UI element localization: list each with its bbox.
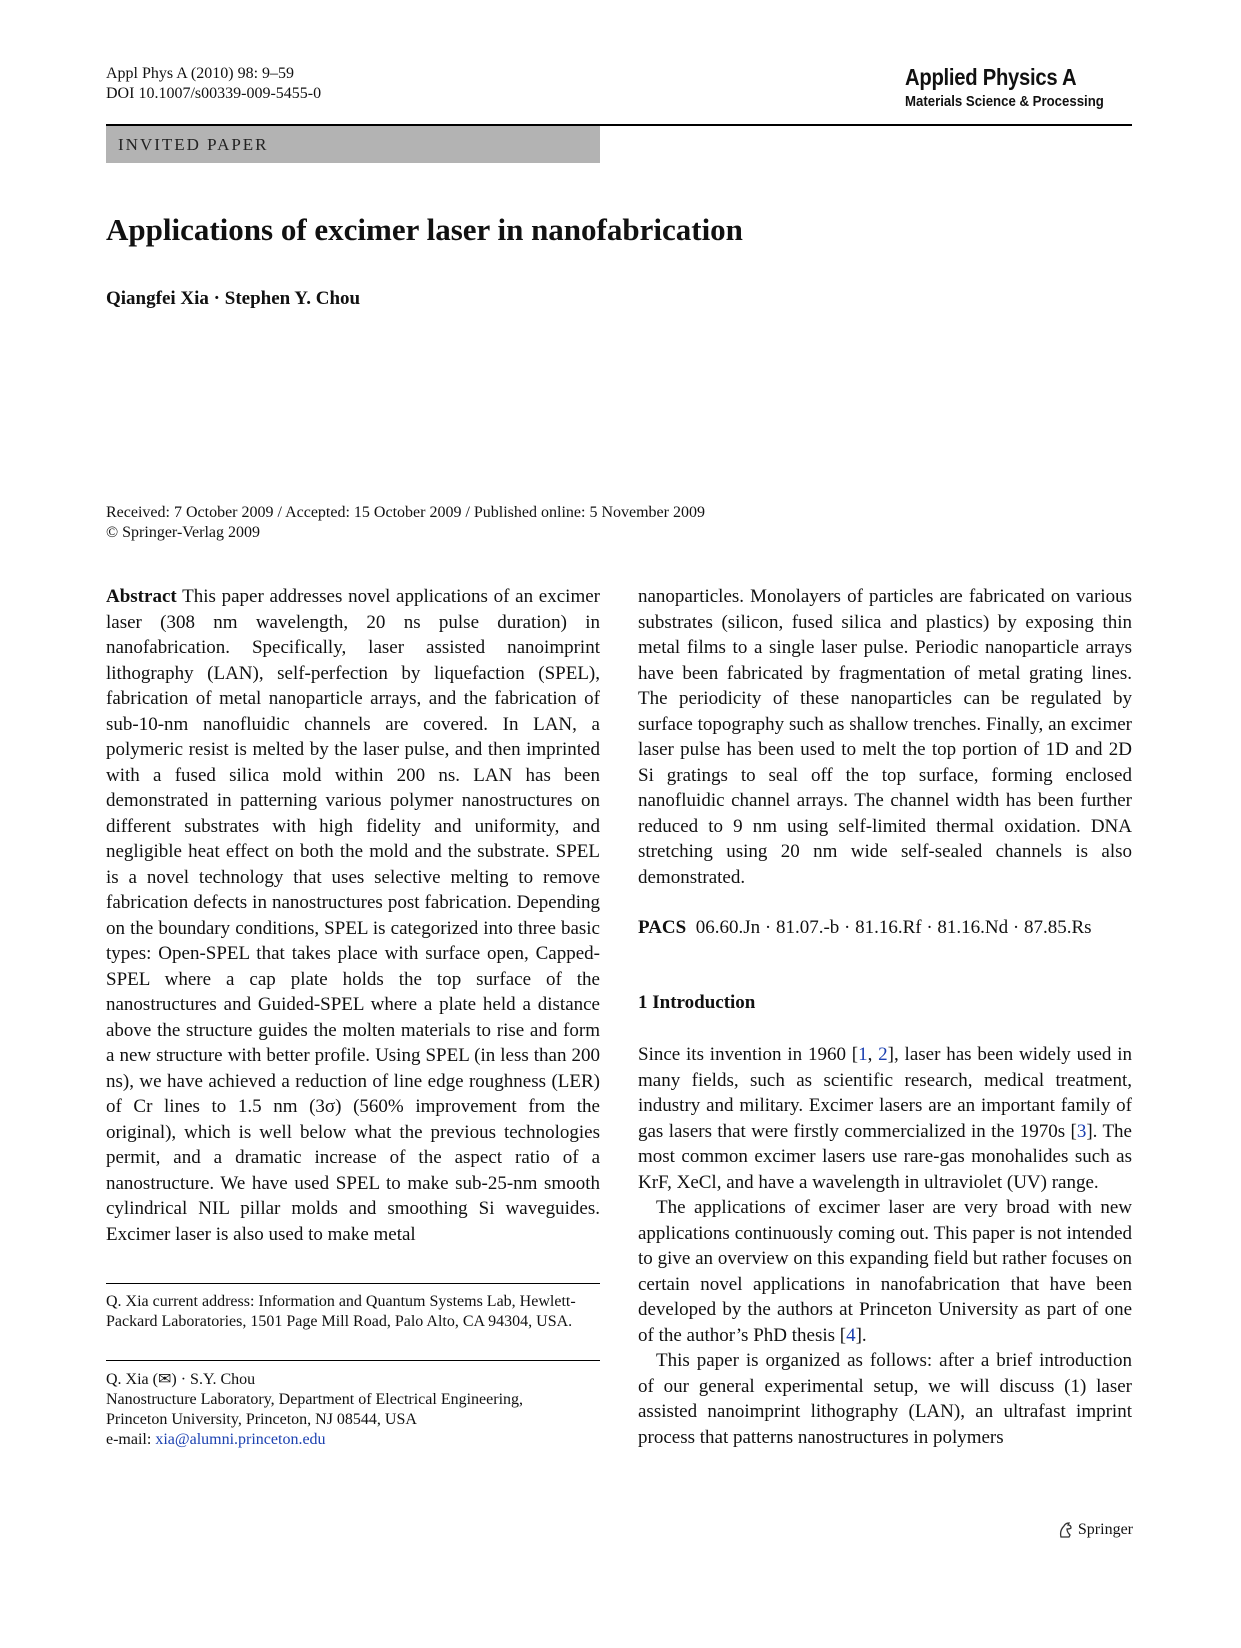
section-heading: 1 Introduction [638,992,756,1013]
article-title: Applications of excimer laser in nanofabrication [106,212,743,247]
reference-link[interactable]: 3 [1076,1120,1087,1142]
abstract-text: This paper addresses novel applications of an excimer laser (308 nm wavelength, 20 ns pulse duration) in nanofabrication. Specifically, laser assisted nanoimprint lithography (LAN), self-perfection by liquefaction (SPEL), fabrication of metal nanoparticle arrays, and the fabrication of sub-10-nm nanofluidic channels are covered. In LAN, a polymeric resist is melted by the laser pulse, and then imprinted with a fused silica mold within 200 ns. LAN has been demonstrated in patterning various polymer nanostructures on different substrates with high fidelity and uniformity, and negligible heat effect on both the mold and the substrate. SPEL is a novel technology that uses selective melting to remove fabrication defects in nanostructures post fabrication. Depending on the boundary conditions, SPEL is categorized into three basic types: Open-SPEL that takes place with surface open, Capped-SPEL where a cap plate holds the top surface of the nanostructures and Guided-SPEL where a plate held a distance above the structure guides the molten materials to rise and form a new structure with better profile. Using SPEL (in less than 200 ns), we have achieved a reduction of line edge roughness (LER) of Cr lines to 1.5 nm (3σ) (560% improvement from the original), which is well below what the previous technologies permit, and a dramatic increase of the aspect ratio of a nanostructure. We have used SPEL to make sub-25-nm smooth cylindrical NIL pillar molds and smoothing Si waveguides. Excimer laser is also used to make metal [106,586,600,1245]
email-link[interactable]: xia@alumni.princeton.edu [155,1431,326,1448]
publisher-logo [1058,1521,1133,1539]
affiliation-line: Princeton University, Princeton, NJ 08544, USA [106,1411,417,1428]
abstract-left-column [106,584,600,1247]
correspondence-authors: Q. Xia (✉) · S.Y. Chou [106,1371,256,1388]
email-line: e-mail: xia@alumni.princeton.edu [106,1431,326,1448]
citation-block [106,64,321,104]
article-authors: Qiangfei Xia · Stephen Y. Chou [106,288,361,309]
dates-line: Received: 7 October 2009 / Accepted: 15 October 2009 / Published online: 5 November 2009 [106,504,705,521]
publisher-name: Springer [1077,1521,1133,1538]
springer-horse-icon [1058,1521,1074,1539]
footnote-rule [106,1360,600,1361]
pacs-label: PACS [638,917,687,938]
introduction-body [638,1042,1132,1450]
address-footnote: Q. Xia current address: Information and Quantum Systems Lab, Hewlett-Packard Laboratories, 1501 Page Mill Road, Palo Alto, CA 94304, USA. [106,1293,576,1330]
intro-paragraph-2: The applications of excimer laser are very broad with new applications continuously coming out. This paper is not intended to give an overview on this expanding field but rather focuses on certain novel applications in nanofabrication that have been developed by the authors at Princeton University as part of one of the author’s PhD thesis [4]. [638,1197,1132,1346]
abstract-label: Abstract [106,586,177,607]
journal-masthead [905,64,1131,110]
copyright-line: © Springer-Verlag 2009 [106,524,261,541]
reference-link[interactable]: 2 [878,1044,888,1065]
doi-line: DOI 10.1007/s00339-009-5455-0 [106,85,322,102]
abstract-continuation: nanoparticles. Monolayers of particles are fabricated on various substrates (silicon, fused silica and plastics) by exposing thin metal films to a single laser pulse. Periodic nanoparticle arrays have been fabricated by fragmentation of metal grating lines. The periodicity of these nanoparticles can be regulated by surface topography such as shallow trenches. Finally, an excimer laser pulse has been used to melt the top portion of 1D and 2D Si gratings to seal off the top surface, forming enclosed nanofluidic channel arrays. The channel width has been further reduced to 9 nm using self-limited thermal oxidation. DNA stretching using 20 nm wide self-sealed channels is also demonstrated. [638,586,1132,888]
section-label: INVITED PAPER [106,126,600,163]
intro-paragraph-1: Since its invention in 1960 [1, 2], laser has been widely used in many fields, such as scientific research, medical treatment, industry and military. Excimer lasers are an important family of gas lasers that were firstly commercialized in the 1970s [3]. The most common excimer lasers use rare-gas monohalides such as KrF, XeCl, and have a wavelength in ultraviolet (UV) range. [638,1044,1132,1193]
intro-paragraph-3: This paper is organized as follows: after a brief introduction of our general experimental setup, we will discuss (1) laser assisted nanoimprint lithography (LAN), an ultrafast imprint process that patterns nanostructures in polymers [638,1350,1132,1448]
footnote-rule [106,1283,600,1284]
journal-subtitle: Materials Science & Processing [905,93,1104,110]
article-dates [106,503,705,543]
reference-link[interactable]: 4 [846,1324,856,1346]
pacs-codes: 06.60.Jn · 81.07.-b · 81.16.Rf · 81.16.Nd · 87.85.Rs [695,917,1092,938]
citation-line: Appl Phys A (2010) 98: 9–59 [106,65,295,82]
reference-link[interactable]: 1 [858,1044,868,1065]
affiliation-footnote [106,1370,600,1450]
affiliation-line: Nanostructure Laboratory, Department of Electrical Engineering, [106,1391,524,1408]
abstract-right-column [638,584,1132,890]
pacs-line [638,917,1092,939]
journal-name: Applied Physics A [905,64,1077,90]
